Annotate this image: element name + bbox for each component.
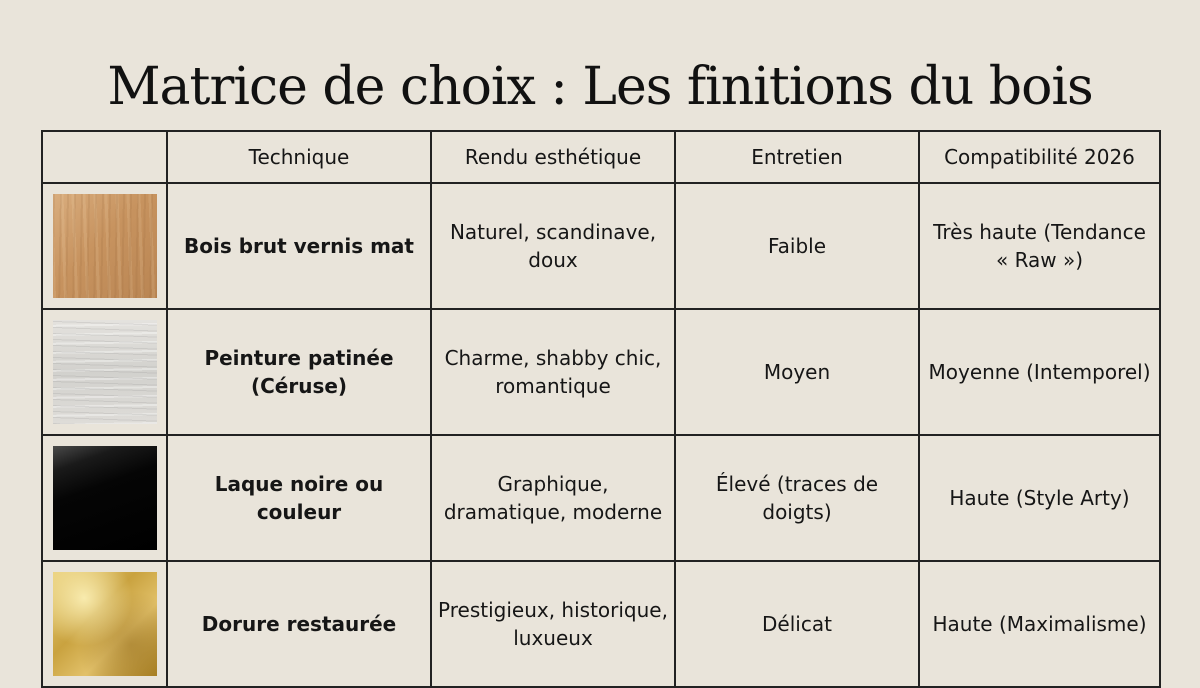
entretien-cell: Faible <box>675 183 919 309</box>
page-title: Matrice de choix : Les finitions du bois <box>107 56 1093 117</box>
header-technique: Technique <box>167 131 431 183</box>
finishes-matrix-table <box>41 130 1161 688</box>
table-row <box>42 309 1160 435</box>
compat-cell: Haute (Style Arty) <box>919 435 1160 561</box>
gold-leaf-swatch <box>53 572 157 676</box>
rendu-cell: Prestigieux, historique, luxueux <box>431 561 675 687</box>
compat-cell: Très haute (Tendance « Raw ») <box>919 183 1160 309</box>
rendu-cell: Graphique, dramatique, moderne <box>431 435 675 561</box>
swatch-cell <box>42 309 167 435</box>
header-image-cell <box>42 131 167 183</box>
header-compatibilite: Compatibilité 2026 <box>919 131 1160 183</box>
table-row <box>42 435 1160 561</box>
swatch-cell <box>42 183 167 309</box>
swatch-cell <box>42 561 167 687</box>
table-row <box>42 183 1160 309</box>
technique-cell: Laque noire ou couleur <box>167 435 431 561</box>
rendu-cell: Naturel, scandinave, doux <box>431 183 675 309</box>
black-lacquer-swatch <box>53 446 157 550</box>
table-row <box>42 561 1160 687</box>
ceruse-white-patina-swatch <box>53 320 157 424</box>
technique-cell: Peinture patinée (Céruse) <box>167 309 431 435</box>
entretien-cell: Délicat <box>675 561 919 687</box>
header-rendu-esthetique: Rendu esthétique <box>431 131 675 183</box>
raw-oak-wood-swatch <box>53 194 157 298</box>
rendu-cell: Charme, shabby chic, romantique <box>431 309 675 435</box>
header-entretien: Entretien <box>675 131 919 183</box>
entretien-cell: Moyen <box>675 309 919 435</box>
technique-cell: Dorure restaurée <box>167 561 431 687</box>
entretien-cell: Élevé (traces de doigts) <box>675 435 919 561</box>
technique-cell: Bois brut vernis mat <box>167 183 431 309</box>
header-row <box>42 131 1160 183</box>
compat-cell: Haute (Maximalisme) <box>919 561 1160 687</box>
swatch-cell <box>42 435 167 561</box>
compat-cell: Moyenne (Intemporel) <box>919 309 1160 435</box>
